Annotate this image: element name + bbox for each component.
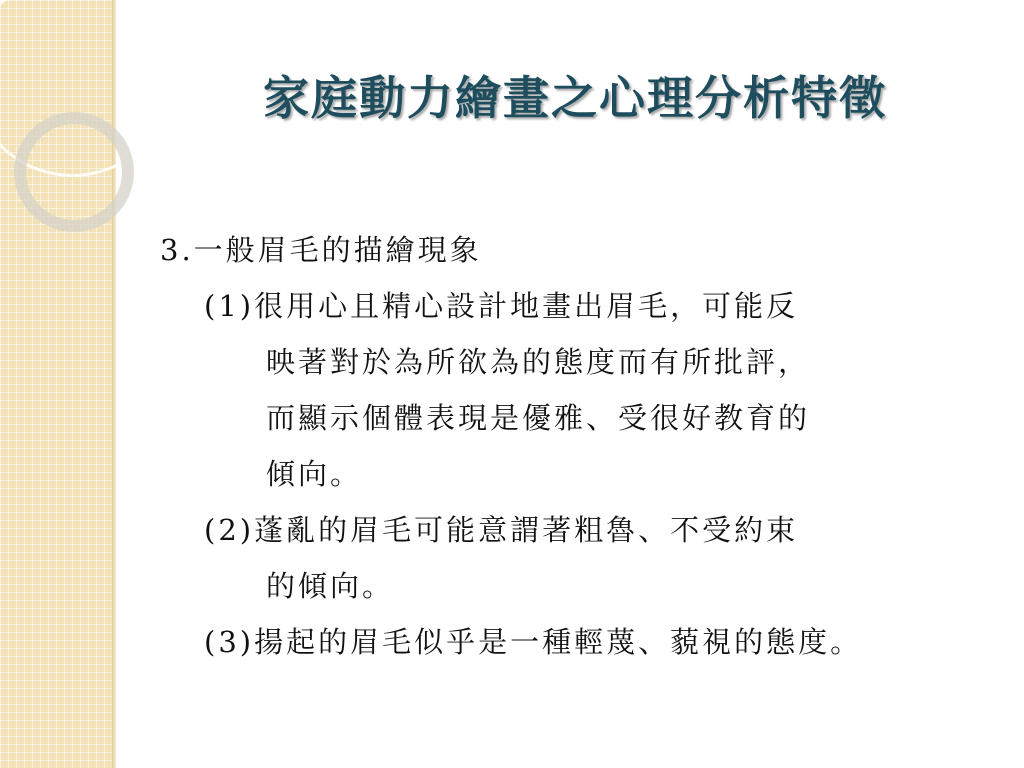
item-1-line-4: 傾向。 xyxy=(266,457,363,491)
section-heading: 3.一般眉毛的描繪現象 xyxy=(160,233,482,267)
item-1-line-3: 而顯示個體表現是優雅、受很好教育的 xyxy=(266,401,811,435)
item-3-line-1: (3)揚起的眉毛似乎是一種輕蔑、藐視的態度。 xyxy=(204,625,863,659)
item-1-line-2: 映著對於為所欲為的態度而有所批評， xyxy=(266,345,811,379)
item-2-line-1: (2)蓬亂的眉毛可能意謂著粗魯、不受約束 xyxy=(204,513,799,547)
item-1-line-1: (1)很用心且精心設計地畫出眉毛，可能反 xyxy=(204,289,799,323)
slide-content xyxy=(160,222,1010,670)
decorative-small-ring xyxy=(14,112,134,232)
item-2-line-2: 的傾向。 xyxy=(266,569,395,603)
slide-title: 家庭動力繪畫之心理分析特徵 xyxy=(263,71,887,125)
